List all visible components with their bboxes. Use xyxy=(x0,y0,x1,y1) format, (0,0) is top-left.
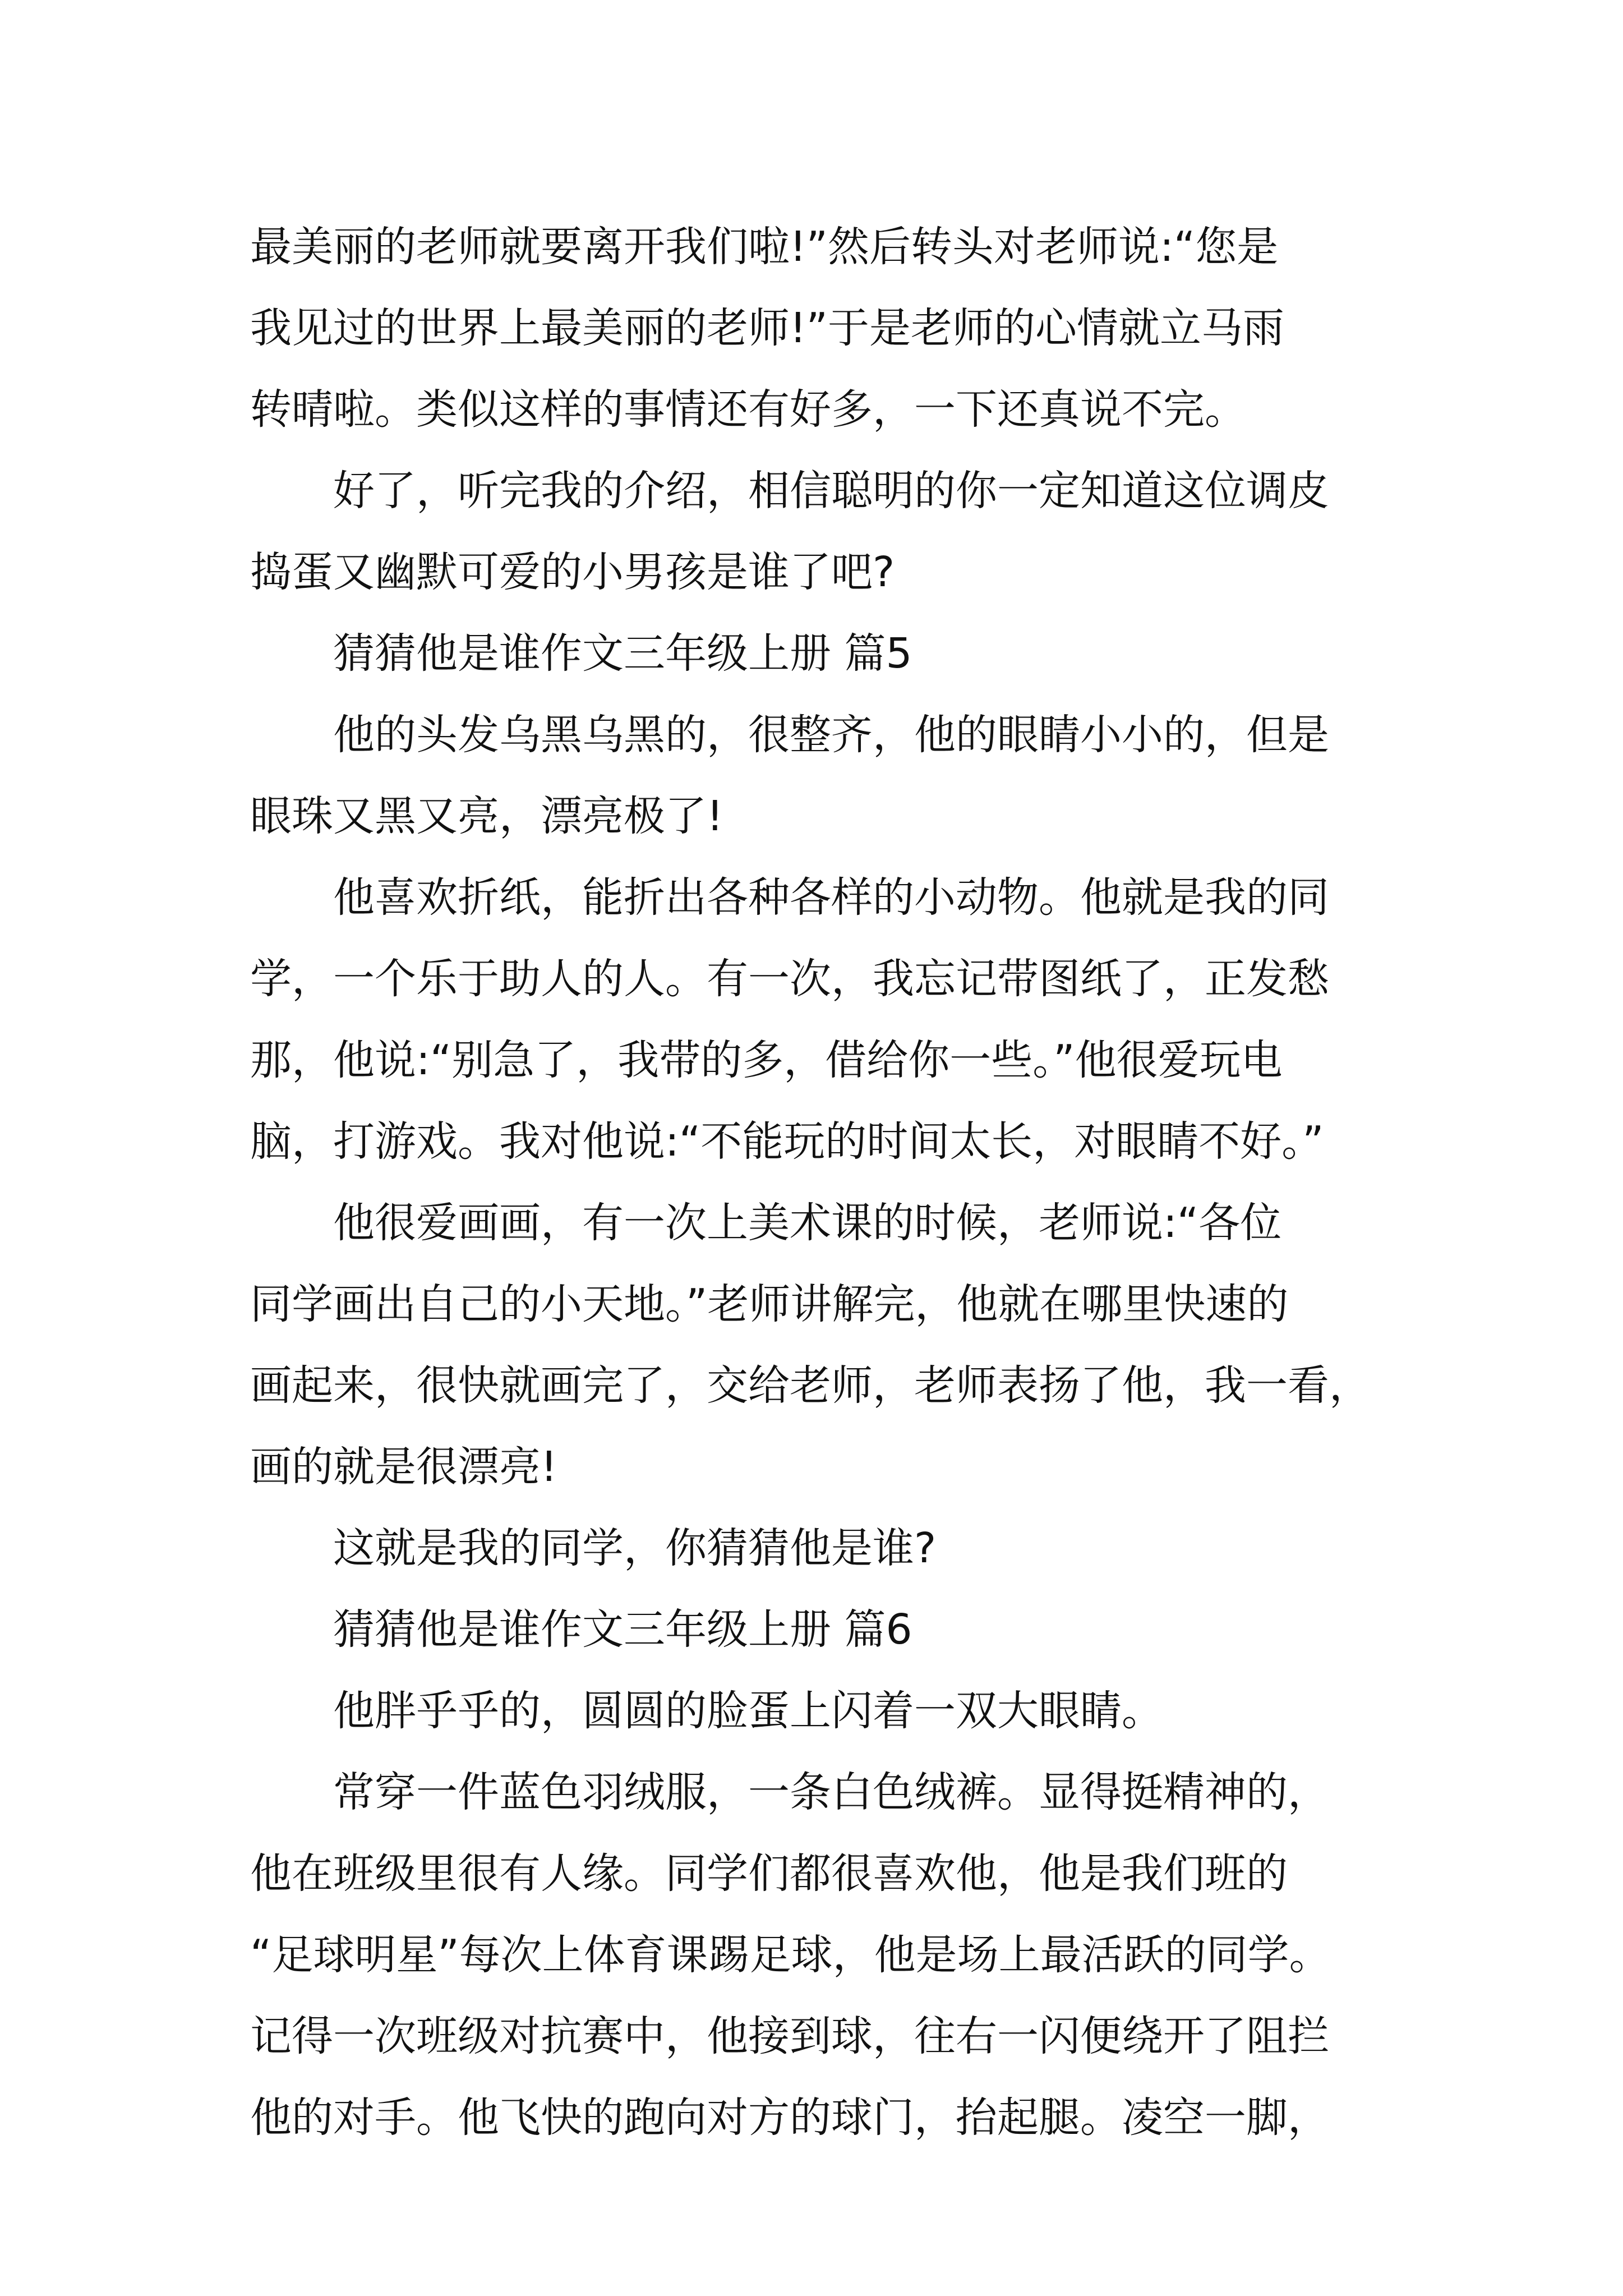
text-line: 转晴啦。类似这样的事情还有好多，一下还真说不完。 xyxy=(250,385,1246,434)
text-line: 他在班级里很有人缘。同学们都很喜欢他，他是我们班的 xyxy=(250,1849,1288,1898)
paragraph-start: 这就是我的同学，你猜猜他是谁? xyxy=(333,1524,937,1572)
paragraph-start: 他喜欢折纸，能折出各种各样的小动物。他就是我的同 xyxy=(333,873,1329,922)
paragraph-start: 常穿一件蓝色羽绒服，一条白色绒裤。显得挺精神的， xyxy=(333,1768,1329,1816)
text-line: 脑，打游戏。我对他说:“不能玩的时间太长，对眼睛不好。” xyxy=(250,1117,1324,1166)
text-line: 画的就是很漂亮! xyxy=(250,1443,557,1491)
text-line: 同学画出自己的小天地。”老师讲解完，他就在哪里快速的 xyxy=(250,1280,1289,1328)
text-line: 我见过的世界上最美丽的老师!”于是老师的心情就立马雨 xyxy=(250,304,1284,352)
paragraph-start: 他胖乎乎的，圆圆的脸蛋上闪着一双大眼睛。 xyxy=(333,1687,1163,1735)
paragraph-start: 他很爱画画，有一次上美术课的时候，老师说:“各位 xyxy=(333,1199,1282,1247)
text-line: 捣蛋又幽默可爱的小男孩是谁了吧? xyxy=(250,548,895,596)
document-body xyxy=(250,206,1389,2159)
paragraph-start: 他的头发乌黑乌黑的，很整齐，他的眼睛小小的，但是 xyxy=(333,711,1329,759)
text-line: 他的对手。他飞快的跑向对方的球门，抬起腿。凌空一脚， xyxy=(250,2093,1329,2142)
text-line: “足球明星”每次上体育课踢足球，他是场上最活跃的同学。 xyxy=(250,1931,1331,1979)
text-line: 记得一次班级对抗赛中，他接到球，往右一闪便绕开了阻拦 xyxy=(250,2012,1329,2060)
paragraph-start: 好了，听完我的介绍，相信聪明的你一定知道这位调皮 xyxy=(333,467,1329,515)
text-line: 画起来，很快就画完了，交给老师，老师表扬了他，我一看， xyxy=(250,1361,1371,1410)
section-heading: 猜猜他是谁作文三年级上册 篇5 xyxy=(333,629,912,678)
text-line: 眼珠又黑又亮，漂亮极了! xyxy=(250,792,723,840)
text-line: 那，他说:“别急了，我带的多，借给你一些。”他很爱玩电 xyxy=(250,1036,1283,1084)
text-line: 学，一个乐于助人的人。有一次，我忘记带图纸了，正发愁 xyxy=(250,955,1329,1003)
section-heading: 猜猜他是谁作文三年级上册 篇6 xyxy=(333,1605,912,1654)
text-line: 最美丽的老师就要离开我们啦!”然后转头对老师说:“您是 xyxy=(250,223,1279,271)
